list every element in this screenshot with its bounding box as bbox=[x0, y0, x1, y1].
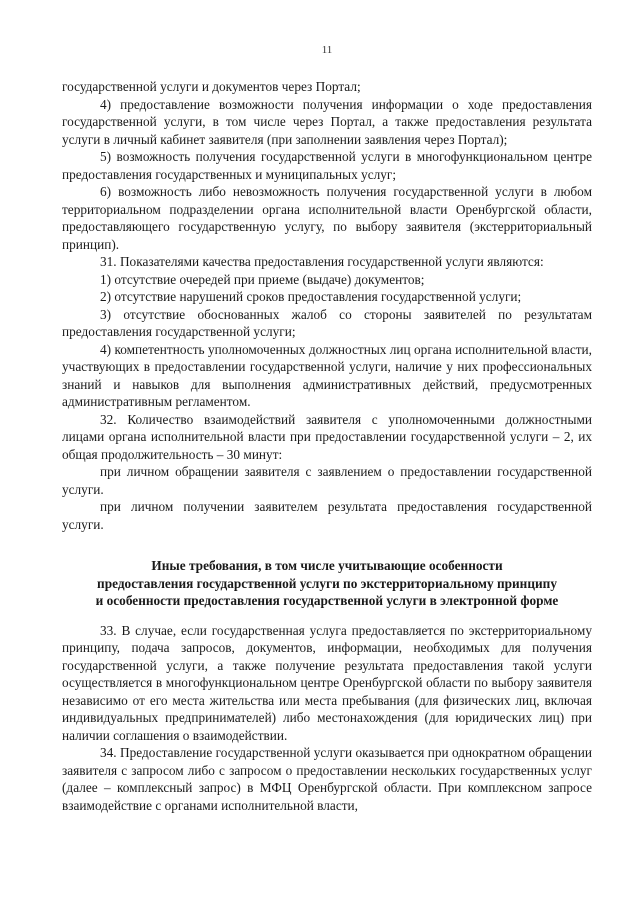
section-heading-line: Иные требования, в том числе учитывающие особенности bbox=[151, 558, 503, 573]
text-block-before bbox=[62, 78, 592, 533]
paragraph: 4) предоставление возможности получения информации о ходе предоставления государственной услуги, в том числе через Портал, а также предоставления результата услуги в личный кабинет заявителя (при заполнении заявления через Портал); bbox=[62, 96, 592, 147]
page-number: 11 bbox=[321, 44, 333, 56]
section-heading-line: предоставления государственной услуги по экстерриториальному принципу bbox=[97, 575, 557, 591]
text-block-after bbox=[62, 622, 592, 815]
paragraph: 34. Предоставление государственной услуги оказывается при однократном обращении заявителя с запросом либо с запросом о предоставлении нескольких государственных услуг (далее – комплексный запрос) в МФЦ Оренбургской области. При комплексном запросе взаимодействие с органами исполнительной власти, bbox=[62, 745, 592, 813]
paragraph: при личном получении заявителем результата предоставления государственной услуги. bbox=[62, 499, 592, 532]
paragraph: 6) возможность либо невозможность получения государственной услуги в любом территориальном подразделении органа исполнительной власти Оренбургской области, предоставляющего государственную услугу, по выбору заявителя (экстерриториальный принцип). bbox=[62, 184, 592, 252]
paragraph: 5) возможность получения государственной услуги в многофункциональном центре предоставления государственных и муниципальных услуг; bbox=[62, 149, 592, 182]
paragraph: государственной услуги и документов через Портал; bbox=[62, 79, 361, 94]
paragraph: 4) компетентность уполномоченных должностных лиц органа исполнительной власти, участвующих в предоставлении государственной услуги, наличие у них профессиональных знаний и навыков для выполнения административных действий, предусмотренных административным регламентом. bbox=[62, 341, 592, 409]
paragraph: при личном обращении заявителя с заявлением о предоставлении государственной услуги. bbox=[62, 464, 592, 497]
paragraph: 1) отсутствие очередей при приеме (выдаче) документов; bbox=[100, 271, 425, 287]
section-heading bbox=[62, 557, 592, 610]
paragraph: 31. Показателями качества предоставления государственной услуги являются: bbox=[100, 254, 544, 269]
section-heading-line: и особенности предоставления государственной услуги в электронной форме bbox=[95, 593, 559, 608]
paragraph: 33. В случае, если государственная услуга предоставляется по экстерриториальному принципу, подача запросов, документов, информации, необходимых для получения государственной услуги, а также получение результата предоставления такой услуги осуществляется в многофункциональном центре Оренбургской области по выбору заявителя независимо от его места жительства или места пребывания (для физических лиц, включая индивидуальных предпринимателей) либо местонахождения (для юридических лиц) при наличии соглашения о взаимодействии. bbox=[62, 622, 592, 743]
paragraph: 2) отсутствие нарушений сроков предоставления государственной услуги; bbox=[100, 289, 522, 304]
paragraph: 32. Количество взаимодействий заявителя с уполномоченными должностными лицами органа исполнительной власти при предоставлении государственной услуги – 2, их общая продолжительность – 30 минут: bbox=[62, 411, 592, 462]
paragraph: 3) отсутствие обоснованных жалоб со стороны заявителей по результатам предоставления государственной услуги; bbox=[62, 306, 592, 339]
